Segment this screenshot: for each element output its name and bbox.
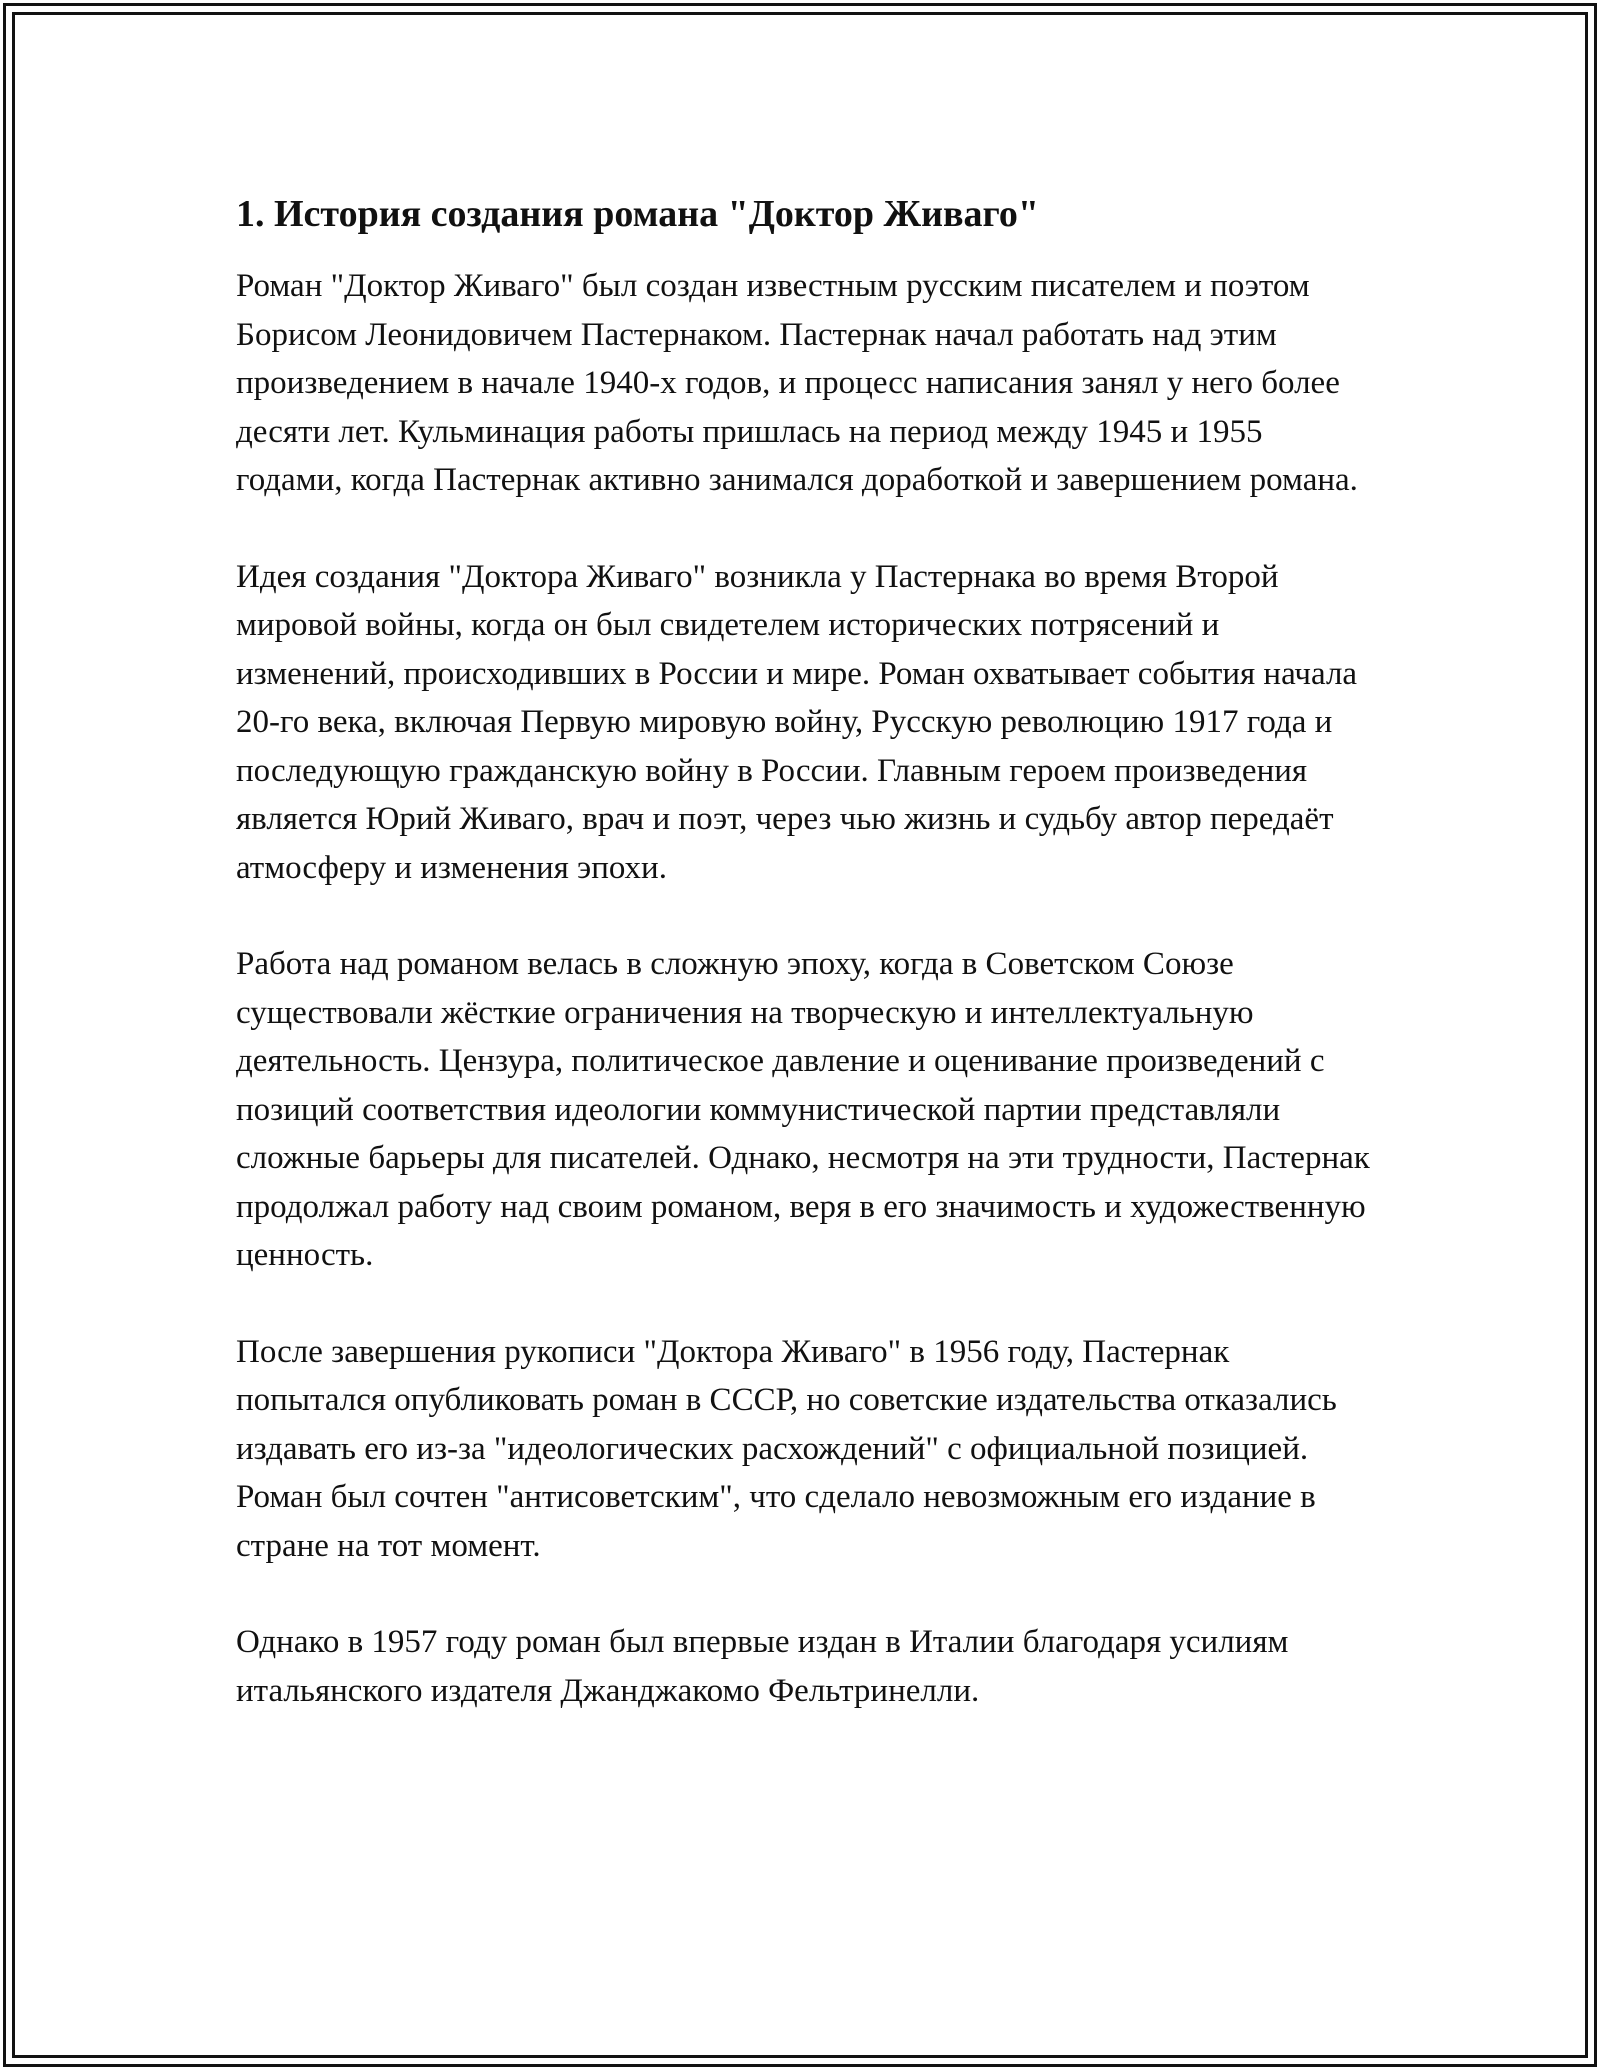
paragraph-5: Однако в 1957 году роман был впервые издан в Италии благодаря усилиям итальянского издателя Джанджакомо Фельтринелли. bbox=[236, 1624, 1289, 1709]
paragraph-3: Работа над романом велась в сложную эпоху, когда в Советском Союзе существовали жёсткие ограничения на творческую и интеллектуальную деятельность. Цензура, политическое давление и оценивание произведений с позиций соответствия идеологии коммунистической партии представляли сложные барьеры для писателей. Однако, несмотря на эти трудности, Пастернак продолжал работу над своим романом, веря в его значимость и художественную ценность. bbox=[236, 946, 1370, 1273]
section-heading: 1. История создания романа "Доктор Живаго" bbox=[236, 193, 1039, 235]
document-body bbox=[236, 188, 1376, 1715]
paragraph-4: После завершения рукописи "Доктора Живаго" в 1956 году, Пастернак попытался опубликовать роман в СССР, но советские издательства отказались издавать его из-за "идеологических расхождений" с официальной позицией. Роман был сочтен "антисоветским", что сделало невозможным его издание в стране на тот момент. bbox=[236, 1333, 1337, 1564]
paragraph-2: Идея создания "Доктора Живаго" возникла у Пастернака во время Второй мировой войны, когда он был свидетелем исторических потрясений и изменений, происходивших в России и мире. Роман охватывает события начала 20-го века, включая Первую мировую войну, Русскую революцию 1917 года и последующую гражданскую войну в России. Главным героем произведения является Юрий Живаго, врач и поэт, через чью жизнь и судьбу автор передаёт атмосферу и изменения эпохи. bbox=[236, 558, 1358, 886]
paragraph-1: Роман "Доктор Живаго" был создан известным русским писателем и поэтом Борисом Леонидовичем Пастернаком. Пастернак начал работать над этим произведением в начале 1940-х годов, и процесс написания занял у него более десяти лет. Кульминация работы пришлась на период между 1945 и 1955 годами, когда Пастернак активно занимался доработкой и завершением романа. bbox=[236, 268, 1358, 498]
